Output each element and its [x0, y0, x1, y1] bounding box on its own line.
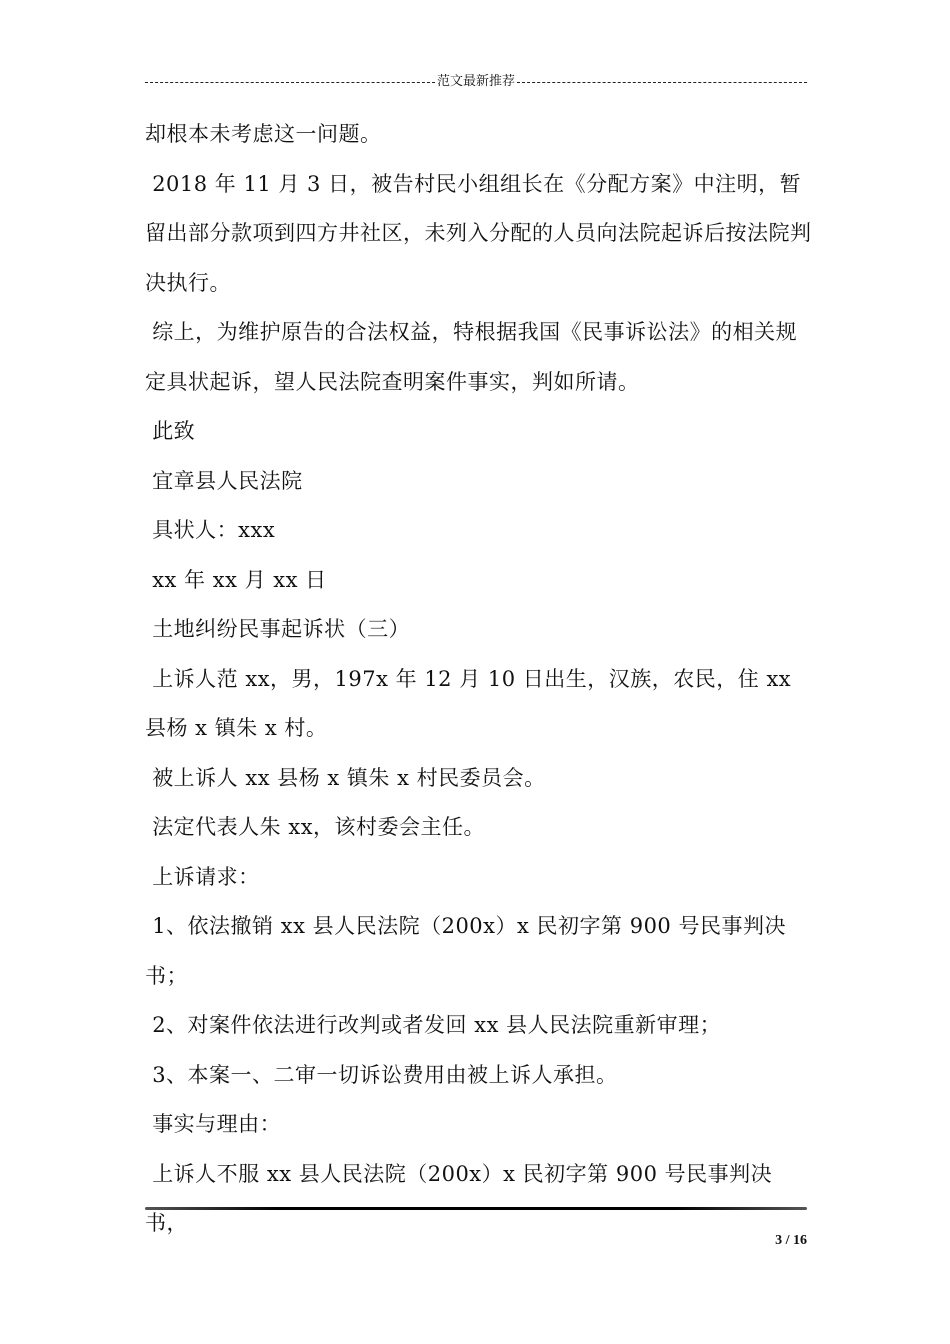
paragraph: 3、本案一、二审一切诉讼费用由被上诉人承担。	[145, 1062, 618, 1087]
paragraph: 上诉人不服 xx 县人民法院（200x）x 民初字第 900 号民事判决书，	[145, 1161, 773, 1235]
paragraph: xx 年 xx 月 xx 日	[145, 567, 327, 592]
paragraph: 2018 年 11 月 3 日，被告村民小组组长在《分配方案》中注明，暂留出部分款项到四方井社区，未列入分配的人员向法院起诉后按法院判决执行。	[145, 171, 812, 295]
page-header	[145, 72, 807, 92]
paragraph: 土地纠纷民事起诉状（三）	[145, 617, 411, 641]
header-dash-right	[517, 82, 807, 83]
paragraph: 具状人：xxx	[145, 518, 276, 542]
header-title: 范文最新推荐	[437, 74, 516, 89]
header-dash-left	[145, 82, 435, 83]
page-number: 3 / 16	[775, 1233, 807, 1248]
paragraph: 法定代表人朱 xx，该村委会主任。	[145, 815, 486, 839]
paragraph: 此致	[145, 419, 196, 443]
paragraph: 1、依法撤销 xx 县人民法院（200x）x 民初字第 900 号民事判决书；	[145, 914, 786, 988]
paragraph: 事实与理由：	[145, 1112, 282, 1136]
footer-rule	[145, 1207, 807, 1210]
paragraph: 2、对案件依法进行改判或者发回 xx 县人民法院重新审理；	[145, 1013, 722, 1037]
paragraph: 宜章县人民法院	[145, 468, 303, 493]
paragraph: 却根本未考虑这一问题。	[145, 122, 382, 146]
paragraph: 上诉人范 xx，男，197x 年 12 月 10 日出生，汉族，农民，住 xx 县杨 x 镇朱 x 村。	[145, 666, 799, 740]
document-body	[145, 110, 815, 1249]
paragraph: 上诉请求：	[145, 864, 260, 889]
paragraph: 综上，为维护原告的合法权益，特根据我国《民事诉讼法》的相关规定具状起诉，望人民法院查明案件事实，判如所请。	[145, 320, 798, 394]
paragraph: 被上诉人 xx 县杨 x 镇朱 x 村民委员会。	[145, 765, 546, 790]
